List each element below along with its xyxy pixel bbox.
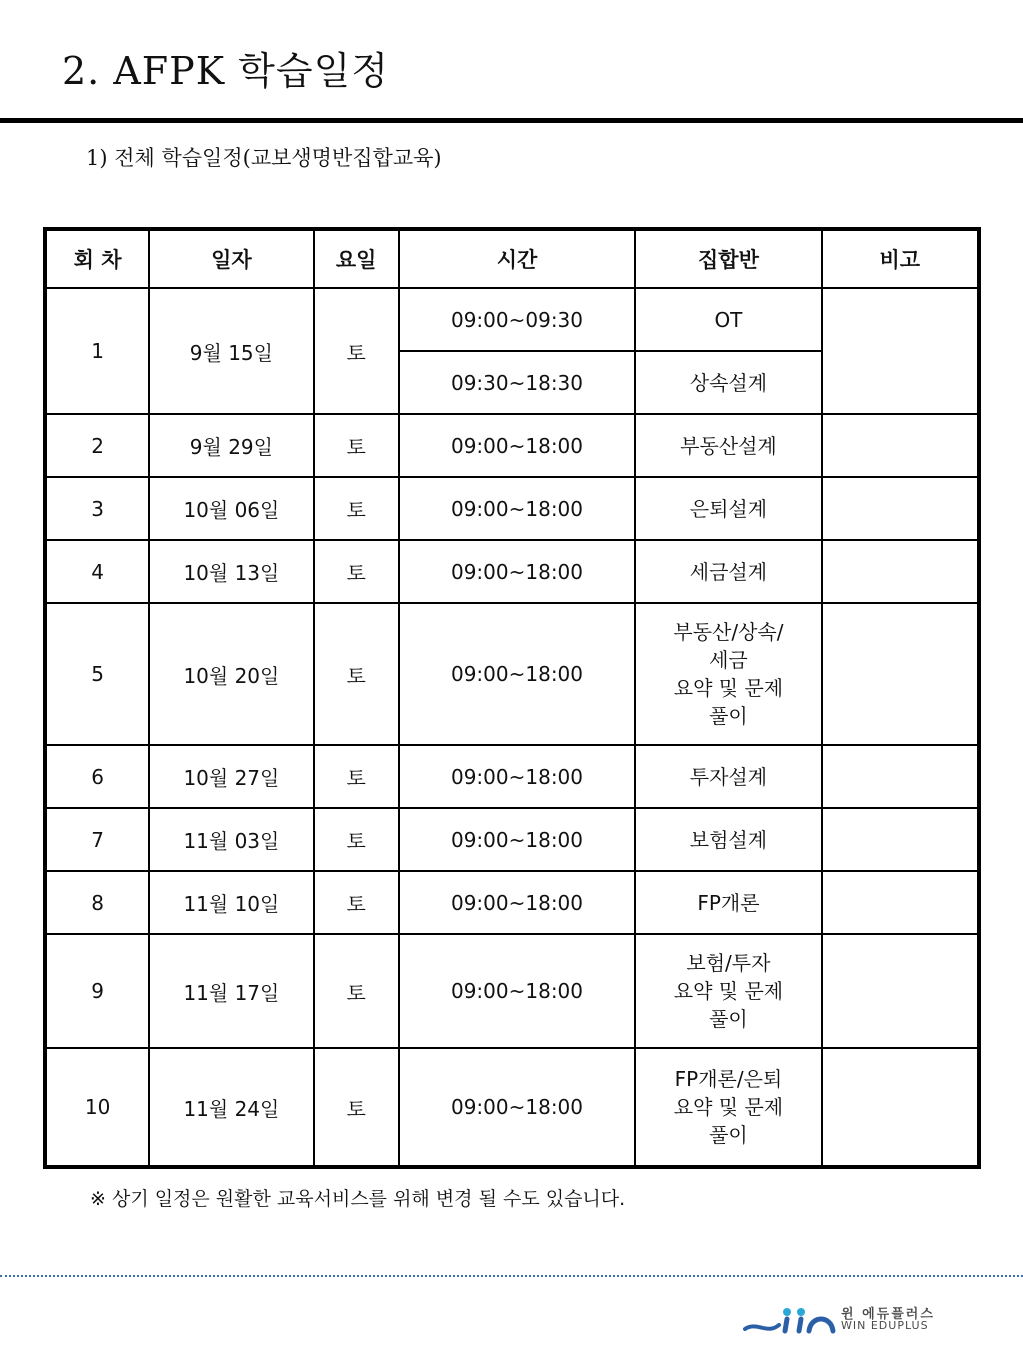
header-time: 시간: [399, 229, 636, 288]
course-line: 세금설계: [689, 559, 768, 584]
date-cell: 11월 10일: [149, 871, 313, 934]
time-cell: 09:00~18:00: [399, 477, 636, 540]
time-cell: 09:00~18:00: [399, 540, 636, 603]
day-cell: 토: [314, 871, 399, 934]
course-line: 상속설계: [689, 370, 768, 395]
date-cell: 10월 27일: [149, 745, 313, 808]
course-line: OT: [714, 307, 743, 332]
course-line: 투자설계: [689, 764, 768, 789]
logo-english-text: WIN EDUPLUS: [841, 1319, 929, 1332]
time-cell: 09:30~18:30: [399, 351, 636, 414]
remark-cell: [822, 1048, 979, 1167]
table-row: [45, 288, 979, 351]
course-line: 보험/투자: [686, 951, 771, 975]
page-title: 2. AFPK 학습일정: [62, 49, 390, 93]
date-cell: 11월 24일: [149, 1048, 313, 1167]
table-row: [45, 1048, 979, 1167]
date-cell: 10월 06일: [149, 477, 313, 540]
day-cell: 토: [314, 1048, 399, 1167]
round-cell: 2: [45, 414, 149, 477]
day-cell: 토: [314, 414, 399, 477]
day-cell: 토: [314, 288, 399, 414]
remark-cell: [822, 808, 979, 871]
remark-cell: [822, 477, 979, 540]
table-row: [45, 603, 979, 745]
time-cell: 09:00~18:00: [399, 745, 636, 808]
table-row: [45, 414, 979, 477]
time-cell: 09:00~18:00: [399, 934, 636, 1048]
time-cell: 09:00~09:30: [399, 288, 636, 351]
course-line: FP개론: [697, 890, 760, 915]
day-cell: 토: [314, 808, 399, 871]
round-cell: 8: [45, 871, 149, 934]
remark-cell: [822, 414, 979, 477]
course-line: 요약 및 문제: [673, 676, 784, 700]
day-cell: 토: [314, 603, 399, 745]
header-round: 회 차: [45, 229, 149, 288]
remark-cell: [822, 603, 979, 745]
schedule-note: ※ 상기 일정은 원활한 교육서비스를 위해 변경 될 수도 있습니다.: [90, 1188, 626, 1210]
course-cell: [635, 603, 821, 745]
round-cell: 9: [45, 934, 149, 1048]
course-cell: [635, 1048, 821, 1167]
time-cell: 09:00~18:00: [399, 414, 636, 477]
course-line: 풀이: [709, 1007, 748, 1031]
course-line: 은퇴설계: [689, 496, 768, 521]
header-course: 집합반: [635, 229, 821, 288]
header-remark: 비고: [822, 229, 979, 288]
course-line: 요약 및 문제: [673, 979, 784, 1003]
table-row: [45, 477, 979, 540]
course-cell: [635, 477, 821, 540]
title-divider: [0, 118, 1023, 123]
course-cell: [635, 288, 821, 351]
date-cell: 9월 29일: [149, 414, 313, 477]
header-date: 일자: [149, 229, 313, 288]
company-logo: [743, 1305, 973, 1335]
day-cell: 토: [314, 934, 399, 1048]
table-row: [45, 745, 979, 808]
remark-cell: [822, 934, 979, 1048]
table-row: [45, 540, 979, 603]
table-row: [45, 934, 979, 1048]
date-cell: 10월 13일: [149, 540, 313, 603]
course-line: 요약 및 문제: [673, 1095, 784, 1119]
footer-divider: [0, 1275, 1023, 1277]
time-cell: 09:00~18:00: [399, 871, 636, 934]
course-cell: [635, 745, 821, 808]
table-row: [45, 808, 979, 871]
course-line: 풀이: [709, 704, 748, 728]
round-cell: 6: [45, 745, 149, 808]
round-cell: 4: [45, 540, 149, 603]
table-header-row: [45, 229, 979, 288]
logo-mark-icon: [743, 1305, 838, 1335]
date-cell: 11월 17일: [149, 934, 313, 1048]
course-cell: [635, 351, 821, 414]
remark-cell: [822, 745, 979, 808]
round-cell: 3: [45, 477, 149, 540]
round-cell: 1: [45, 288, 149, 414]
table-body: [45, 288, 979, 1167]
section-subtitle: 1) 전체 학습일정(교보생명반집합교육): [86, 146, 442, 170]
course-line: 부동산설계: [680, 433, 777, 458]
remark-cell: [822, 288, 979, 414]
logo-korean-text: 윈 에듀플러스: [841, 1307, 935, 1322]
day-cell: 토: [314, 540, 399, 603]
time-cell: 09:00~18:00: [399, 603, 636, 745]
course-cell: [635, 871, 821, 934]
course-line: FP개론/은퇴: [674, 1067, 783, 1091]
remark-cell: [822, 871, 979, 934]
course-cell: [635, 808, 821, 871]
day-cell: 토: [314, 477, 399, 540]
course-cell: [635, 934, 821, 1048]
date-cell: 10월 20일: [149, 603, 313, 745]
time-cell: 09:00~18:00: [399, 1048, 636, 1167]
course-line: 세금: [709, 648, 748, 672]
day-cell: 토: [314, 745, 399, 808]
time-cell: 09:00~18:00: [399, 808, 636, 871]
round-cell: 5: [45, 603, 149, 745]
header-day: 요일: [314, 229, 399, 288]
course-line: 보험설계: [689, 827, 768, 852]
schedule-table: [43, 227, 981, 1169]
date-cell: 11월 03일: [149, 808, 313, 871]
round-cell: 7: [45, 808, 149, 871]
course-line: 부동산/상속/: [673, 620, 784, 644]
round-cell: 10: [45, 1048, 149, 1167]
date-cell: 9월 15일: [149, 288, 313, 414]
course-line: 풀이: [709, 1123, 748, 1147]
course-cell: [635, 414, 821, 477]
course-cell: [635, 540, 821, 603]
remark-cell: [822, 540, 979, 603]
table-row: [45, 871, 979, 934]
